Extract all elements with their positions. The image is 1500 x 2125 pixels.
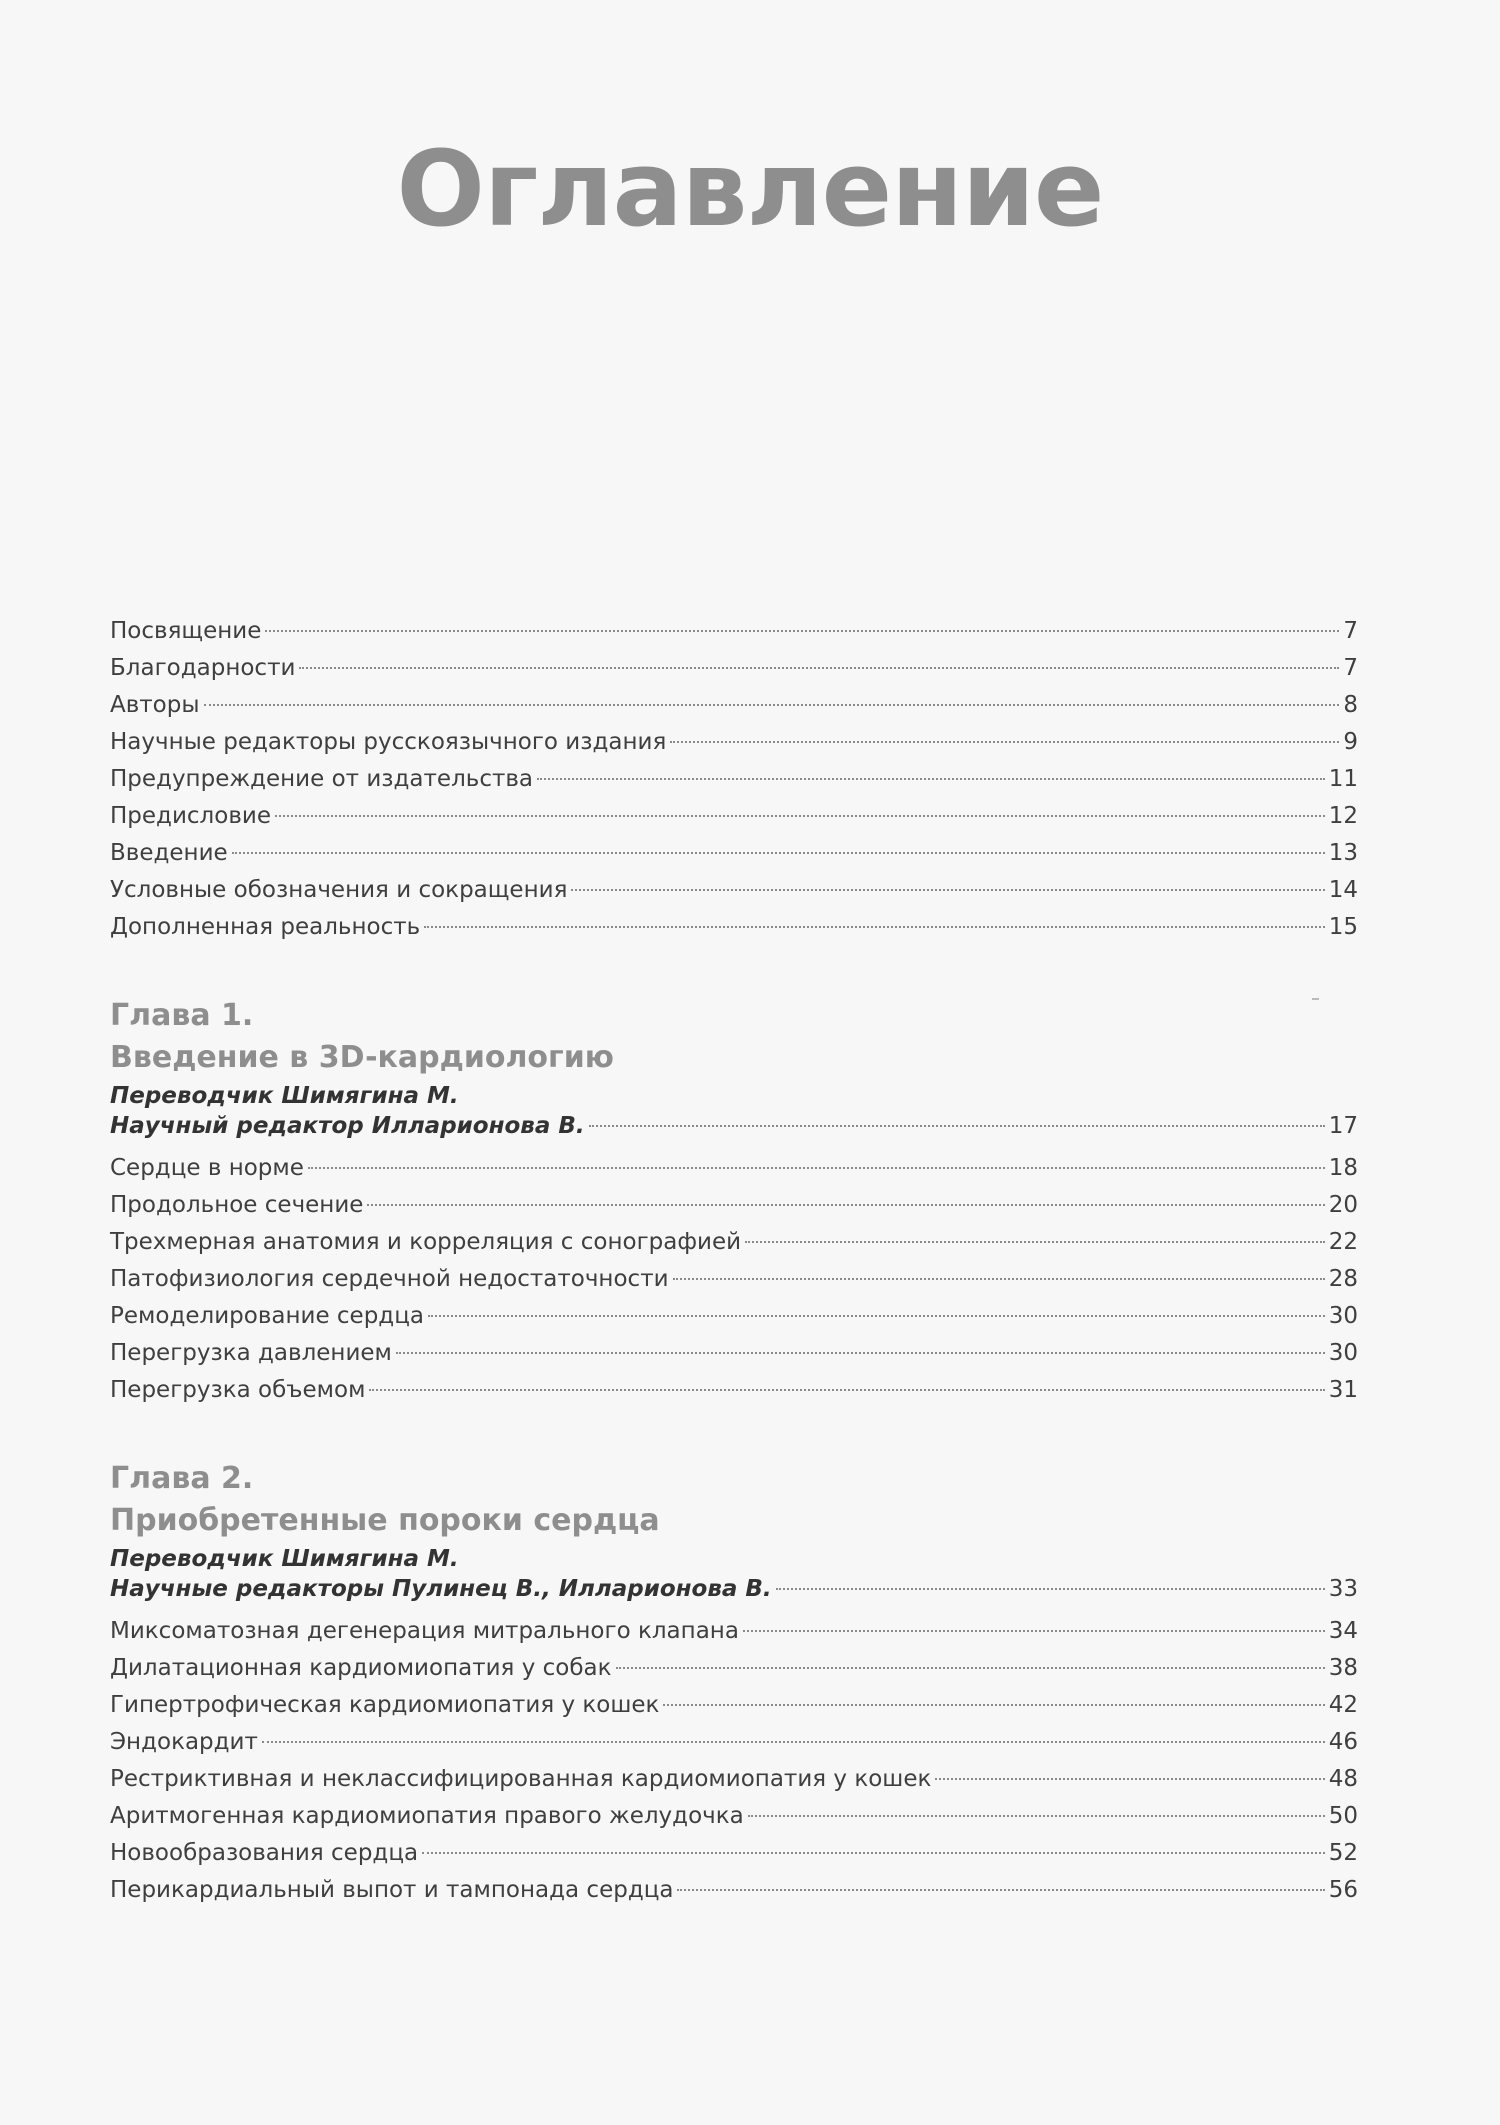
toc-entry-label: Новообразования сердца: [110, 1840, 419, 1866]
toc-entry-page: 12: [1328, 803, 1358, 829]
dot-leader: [677, 1889, 1324, 1891]
dot-leader: [396, 1352, 1325, 1354]
dot-leader: [265, 630, 1339, 632]
toc-entry-page: 48: [1328, 1766, 1358, 1792]
dot-leader: [262, 1741, 1325, 1743]
dot-leader: [670, 741, 1339, 743]
dot-leader: [299, 667, 1339, 669]
toc-entry-label: Гипертрофическая кардиомиопатия у кошек: [110, 1692, 660, 1718]
toc-entry-page: 56: [1328, 1877, 1358, 1903]
toc-entry[interactable]: [110, 1303, 1358, 1340]
toc-entry-label: Посвящение: [110, 618, 262, 644]
toc-entry-page: 31: [1328, 1377, 1358, 1403]
chapter-number: Глава 2.: [110, 1461, 254, 1496]
toc-entry-label: Трехмерная анатомия и корреляция с сонографией: [110, 1229, 742, 1255]
toc-entry-label: Миксоматозная дегенерация митрального клапана: [110, 1618, 739, 1644]
dot-leader: [422, 1852, 1325, 1854]
toc-entry-page: 38: [1328, 1655, 1358, 1681]
dot-leader: [745, 1241, 1325, 1243]
dot-leader: [673, 1278, 1325, 1280]
dot-leader: [748, 1815, 1325, 1817]
print-speck: [1312, 998, 1319, 1000]
toc-entry-label: Предупреждение от издательства: [110, 766, 534, 792]
toc-entry-page: 17: [1328, 1113, 1358, 1139]
toc-entry[interactable]: [110, 1655, 1358, 1692]
toc-entry[interactable]: [110, 877, 1358, 914]
toc-entry[interactable]: [110, 914, 1358, 951]
table-of-contents: [110, 618, 1358, 1914]
toc-entry-label: Сердце в норме: [110, 1155, 304, 1181]
dot-leader: [663, 1704, 1324, 1706]
toc-entry[interactable]: [110, 766, 1358, 803]
toc-entry-label: Аритмогенная кардиомиопатия правого желудочка: [110, 1803, 744, 1829]
chapter-translator: Переводчик Шимягина М.: [110, 1083, 459, 1109]
dot-leader: [776, 1588, 1325, 1590]
dot-leader: [743, 1630, 1325, 1632]
toc-entry[interactable]: [110, 1729, 1358, 1766]
toc-entry-page: 28: [1328, 1266, 1358, 1292]
chapter-title[interactable]: Приобретенные пороки сердца: [110, 1503, 660, 1538]
toc-entry-page: 30: [1328, 1340, 1358, 1366]
dot-leader: [367, 1204, 1324, 1206]
chapter-title[interactable]: Введение в 3D-кардиологию: [110, 1040, 614, 1075]
toc-entry-page: 7: [1343, 618, 1358, 644]
toc-entry[interactable]: [110, 840, 1358, 877]
toc-entry-page: 15: [1328, 914, 1358, 940]
front-matter-list: [110, 618, 1358, 951]
toc-entry[interactable]: [110, 1840, 1358, 1877]
chapter-editor-entry[interactable]: [110, 1576, 1358, 1610]
toc-entry[interactable]: [110, 1192, 1358, 1229]
toc-entry-page: 20: [1328, 1192, 1358, 1218]
chapter-section: [110, 1458, 1358, 1914]
chapter-editor: Научные редакторы Пулинец В., Илларионова В.: [110, 1576, 772, 1602]
chapter-number: Глава 1.: [110, 998, 254, 1033]
toc-entry-page: 9: [1343, 729, 1358, 755]
chapter-section: [110, 995, 1358, 1414]
toc-entry[interactable]: [110, 1266, 1358, 1303]
dot-leader: [204, 704, 1340, 706]
toc-entry-page: 14: [1328, 877, 1358, 903]
toc-entry[interactable]: [110, 1155, 1358, 1192]
toc-entry[interactable]: [110, 655, 1358, 692]
toc-entry-page: 18: [1328, 1155, 1358, 1181]
toc-entry[interactable]: [110, 692, 1358, 729]
toc-entry[interactable]: [110, 803, 1358, 840]
toc-entry-label: Условные обозначения и сокращения: [110, 877, 568, 903]
toc-entry[interactable]: [110, 1877, 1358, 1914]
page-title: Оглавление: [396, 128, 1104, 250]
toc-entry-label: Эндокардит: [110, 1729, 258, 1755]
chapter-editor-entry[interactable]: [110, 1113, 1358, 1147]
toc-entry-label: Введение: [110, 840, 228, 866]
toc-entry-label: Ремоделирование сердца: [110, 1303, 424, 1329]
dot-leader: [275, 815, 1325, 817]
toc-entry-label: Благодарности: [110, 655, 296, 681]
dot-leader: [428, 1315, 1325, 1317]
toc-entry-page: 30: [1328, 1303, 1358, 1329]
toc-entry-page: 52: [1328, 1840, 1358, 1866]
chapter-editor: Научный редактор Илларионова В.: [110, 1113, 585, 1139]
toc-entry[interactable]: [110, 1377, 1358, 1414]
toc-entry[interactable]: [110, 1618, 1358, 1655]
toc-entry[interactable]: [110, 1229, 1358, 1266]
dot-leader: [589, 1125, 1325, 1127]
toc-entry-label: Дилатационная кардиомиопатия у собак: [110, 1655, 612, 1681]
dot-leader: [369, 1389, 1324, 1391]
toc-entry-page: 7: [1343, 655, 1358, 681]
toc-entry-page: 34: [1328, 1618, 1358, 1644]
toc-entry-label: Рестриктивная и неклассифицированная кардиомиопатия у кошек: [110, 1766, 932, 1792]
toc-entry-page: 42: [1328, 1692, 1358, 1718]
toc-entry[interactable]: [110, 729, 1358, 766]
dot-leader: [232, 852, 1325, 854]
toc-entry-label: Перегрузка объемом: [110, 1377, 366, 1403]
toc-entry[interactable]: [110, 1692, 1358, 1729]
toc-entry-label: Перегрузка давлением: [110, 1340, 392, 1366]
toc-entry-page: 11: [1328, 766, 1358, 792]
toc-entry-label: Патофизиология сердечной недостаточности: [110, 1266, 669, 1292]
toc-entry-page: 50: [1328, 1803, 1358, 1829]
toc-entry[interactable]: [110, 618, 1358, 655]
toc-entry-page: 8: [1343, 692, 1358, 718]
toc-entry-label: Перикардиальный выпот и тампонада сердца: [110, 1877, 674, 1903]
toc-entry-label: Дополненная реальность: [110, 914, 421, 940]
toc-entry-label: Продольное сечение: [110, 1192, 364, 1218]
toc-entry-label: Научные редакторы русскоязычного издания: [110, 729, 667, 755]
dot-leader: [571, 889, 1324, 891]
dot-leader: [424, 926, 1325, 928]
toc-entry-label: Предисловие: [110, 803, 271, 829]
toc-entry-label: Авторы: [110, 692, 200, 718]
dot-leader: [537, 778, 1325, 780]
toc-entry[interactable]: [110, 1766, 1358, 1803]
toc-entry-page: 33: [1328, 1576, 1358, 1602]
chapter-translator: Переводчик Шимягина М.: [110, 1546, 459, 1572]
dot-leader: [308, 1167, 1325, 1169]
dot-leader: [616, 1667, 1325, 1669]
toc-entry[interactable]: [110, 1340, 1358, 1377]
toc-entry[interactable]: [110, 1803, 1358, 1840]
toc-entry-page: 13: [1328, 840, 1358, 866]
toc-entry-page: 46: [1328, 1729, 1358, 1755]
dot-leader: [935, 1778, 1324, 1780]
toc-entry-page: 22: [1328, 1229, 1358, 1255]
